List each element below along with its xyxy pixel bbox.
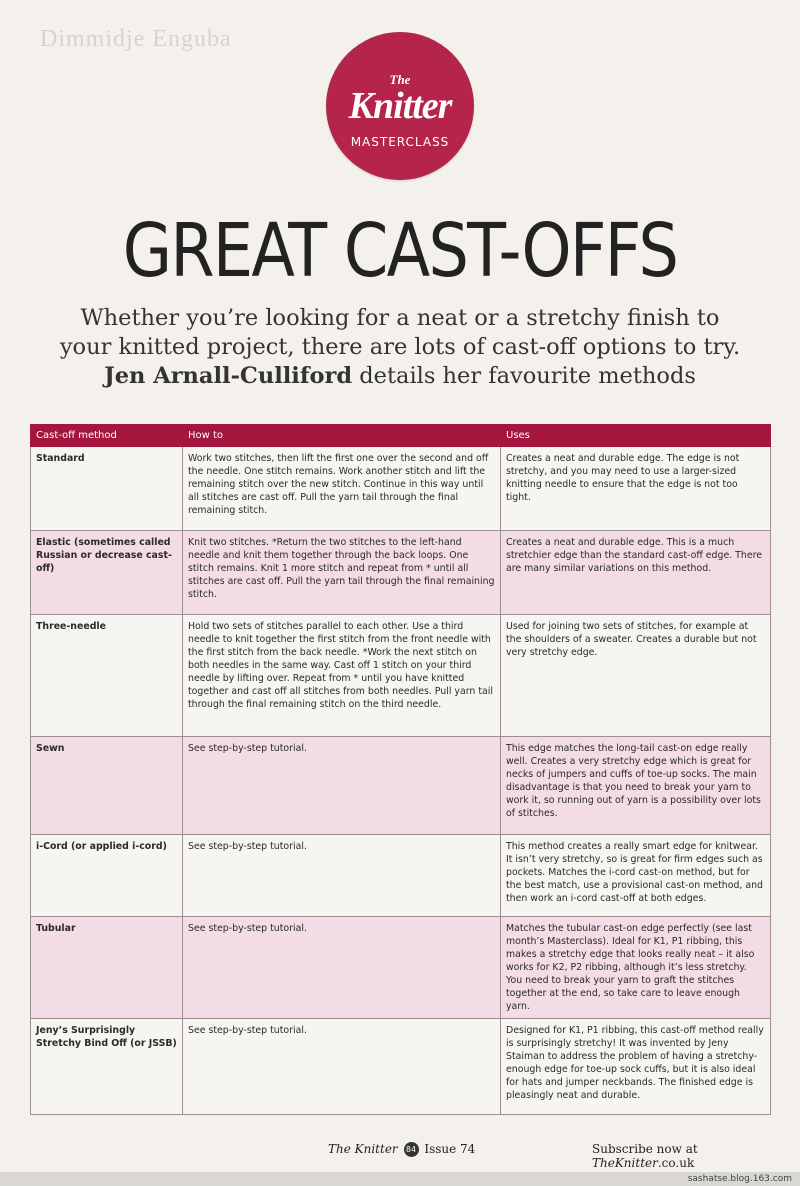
subscribe-site-tld: .co.uk xyxy=(657,1156,695,1170)
table-row xyxy=(31,531,771,615)
uses-cell: Used for joining two sets of stitches, for example at the shoulders of a sweater. Creates a durable but not very stretchy edge. xyxy=(501,615,771,737)
standfirst-line-3-rest: details her favourite methods xyxy=(352,363,696,389)
bleed-through-text: Dimmidje Enguba xyxy=(40,26,232,52)
standfirst-line-3 xyxy=(20,362,780,391)
method-cell: Jeny’s Surprisingly Stretchy Bind Off (or JSSB) xyxy=(31,1019,183,1115)
footer-issue: Issue 74 xyxy=(424,1142,476,1156)
table-row xyxy=(31,835,771,917)
method-cell: Tubular xyxy=(31,917,183,1019)
logo-knitter-text: Knitter xyxy=(348,85,452,127)
uses-cell: This edge matches the long-tail cast-on edge really well. Creates a very stretchy edge which is great for necks of jumpers and cuffs of toe-up socks. The main disadvantage is that you need to break your yarn to work it, so running out of yarn is a possibility over lots of stitches. xyxy=(501,737,771,835)
table-row xyxy=(31,447,771,531)
uses-cell: This method creates a really smart edge for knitwear. It isn’t very stretchy, so is great for firm edges such as pockets. Matches the i-cord cast-on method, but for the best match, use a provisional cast-on method, and then work an i-cord cast-off at both edges. xyxy=(501,835,771,917)
standfirst-line-2: your knitted project, there are lots of cast-off options to try. xyxy=(59,334,741,360)
how-to-cell: See step-by-step tutorial. xyxy=(183,917,501,1019)
logo-masterclass-text: MASTERCLASS xyxy=(350,135,450,149)
table-header-row xyxy=(31,425,771,447)
header-how-to: How to xyxy=(183,425,501,447)
footer-magazine-name: The Knitter xyxy=(328,1142,398,1156)
method-cell: Elastic (sometimes called Russian or decrease cast-off) xyxy=(31,531,183,615)
subscribe-site[interactable]: TheKnitter xyxy=(592,1156,658,1170)
watermark-text: sashatse.blog.163.com xyxy=(687,1174,792,1184)
the-knitter-logo xyxy=(326,32,474,180)
footer-issue-info xyxy=(328,1142,475,1157)
logo-the-text: The xyxy=(389,72,411,87)
header-cast-off-method: Cast-off method xyxy=(31,425,183,447)
uses-cell: Creates a neat and durable edge. The edge is not stretchy, and you may need to use a larger-sized knitting needle to ensure that the edge is not too tight. xyxy=(501,447,771,531)
uses-cell: Designed for K1, P1 ribbing, this cast-off method really is surprisingly stretchy! It was invented by Jeny Staiman to address the problem of having a stretchy-enough edge for toe-up sock cuffs, but it is also ideal for hats and jumper neckbands. The finished edge is pleasingly neat and durable. xyxy=(501,1019,771,1115)
how-to-cell: Work two stitches, then lift the first one over the second and off the needle. One stitch remains. Work another stitch and lift the remaining stitch over the new stitch. Continue in this way until all stitches are cast off. Pull the yarn tail through the final remaining stitch. xyxy=(183,447,501,531)
how-to-cell: See step-by-step tutorial. xyxy=(183,835,501,917)
table-row xyxy=(31,615,771,737)
cast-off-table xyxy=(30,424,771,1115)
how-to-cell: Knit two stitches. *Return the two stitches to the left-hand needle and knit them together through the back loops. One stitch remains. Knit 1 more stitch and repeat from * until all stitches are cast off. Pull the yarn tail through the final remaining stitch. xyxy=(183,531,501,615)
watermark-strip xyxy=(0,1172,800,1186)
footer-subscribe xyxy=(592,1142,800,1170)
table-row xyxy=(31,1019,771,1115)
standfirst-line-1: Whether you’re looking for a neat or a stretchy finish to xyxy=(80,305,720,331)
header-uses: Uses xyxy=(501,425,771,447)
how-to-cell: Hold two sets of stitches parallel to each other. Use a third needle to knit together the first stitch from the front needle with the first stitch from the back needle. *Work the next stitch on both needles in the same way. Cast off 1 stitch on your third needle by lifting over. Repeat from * until you have knitted together and cast off all stitches from both needles. Pull yarn tail through the final remaining stitch on the third needle. xyxy=(183,615,501,737)
standfirst xyxy=(20,304,780,391)
method-cell: i-Cord (or applied i-cord) xyxy=(31,835,183,917)
uses-cell: Creates a neat and durable edge. This is a much stretchier edge than the standard cast-off edge. There are many similar variations on this method. xyxy=(501,531,771,615)
how-to-cell: See step-by-step tutorial. xyxy=(183,737,501,835)
how-to-cell: See step-by-step tutorial. xyxy=(183,1019,501,1115)
method-cell: Standard xyxy=(31,447,183,531)
table-row xyxy=(31,737,771,835)
page-title: GREAT CAST-OFFS xyxy=(122,208,678,294)
author-name: Jen Arnall-Culliford xyxy=(104,363,353,389)
method-cell: Three-needle xyxy=(31,615,183,737)
subscribe-text: Subscribe now at xyxy=(592,1142,698,1156)
method-cell: Sewn xyxy=(31,737,183,835)
table-row xyxy=(31,917,771,1019)
page-number-badge: 84 xyxy=(404,1142,419,1157)
uses-cell: Matches the tubular cast-on edge perfectly (see last month’s Masterclass). Ideal for K1, P1 ribbing, this makes a stretchy edge that looks really neat – it also works for K2, P2 ribbing, although it’s less stretchy. You need to break your yarn to graft the stitches together at the end, so take care to leave enough yarn. xyxy=(501,917,771,1019)
